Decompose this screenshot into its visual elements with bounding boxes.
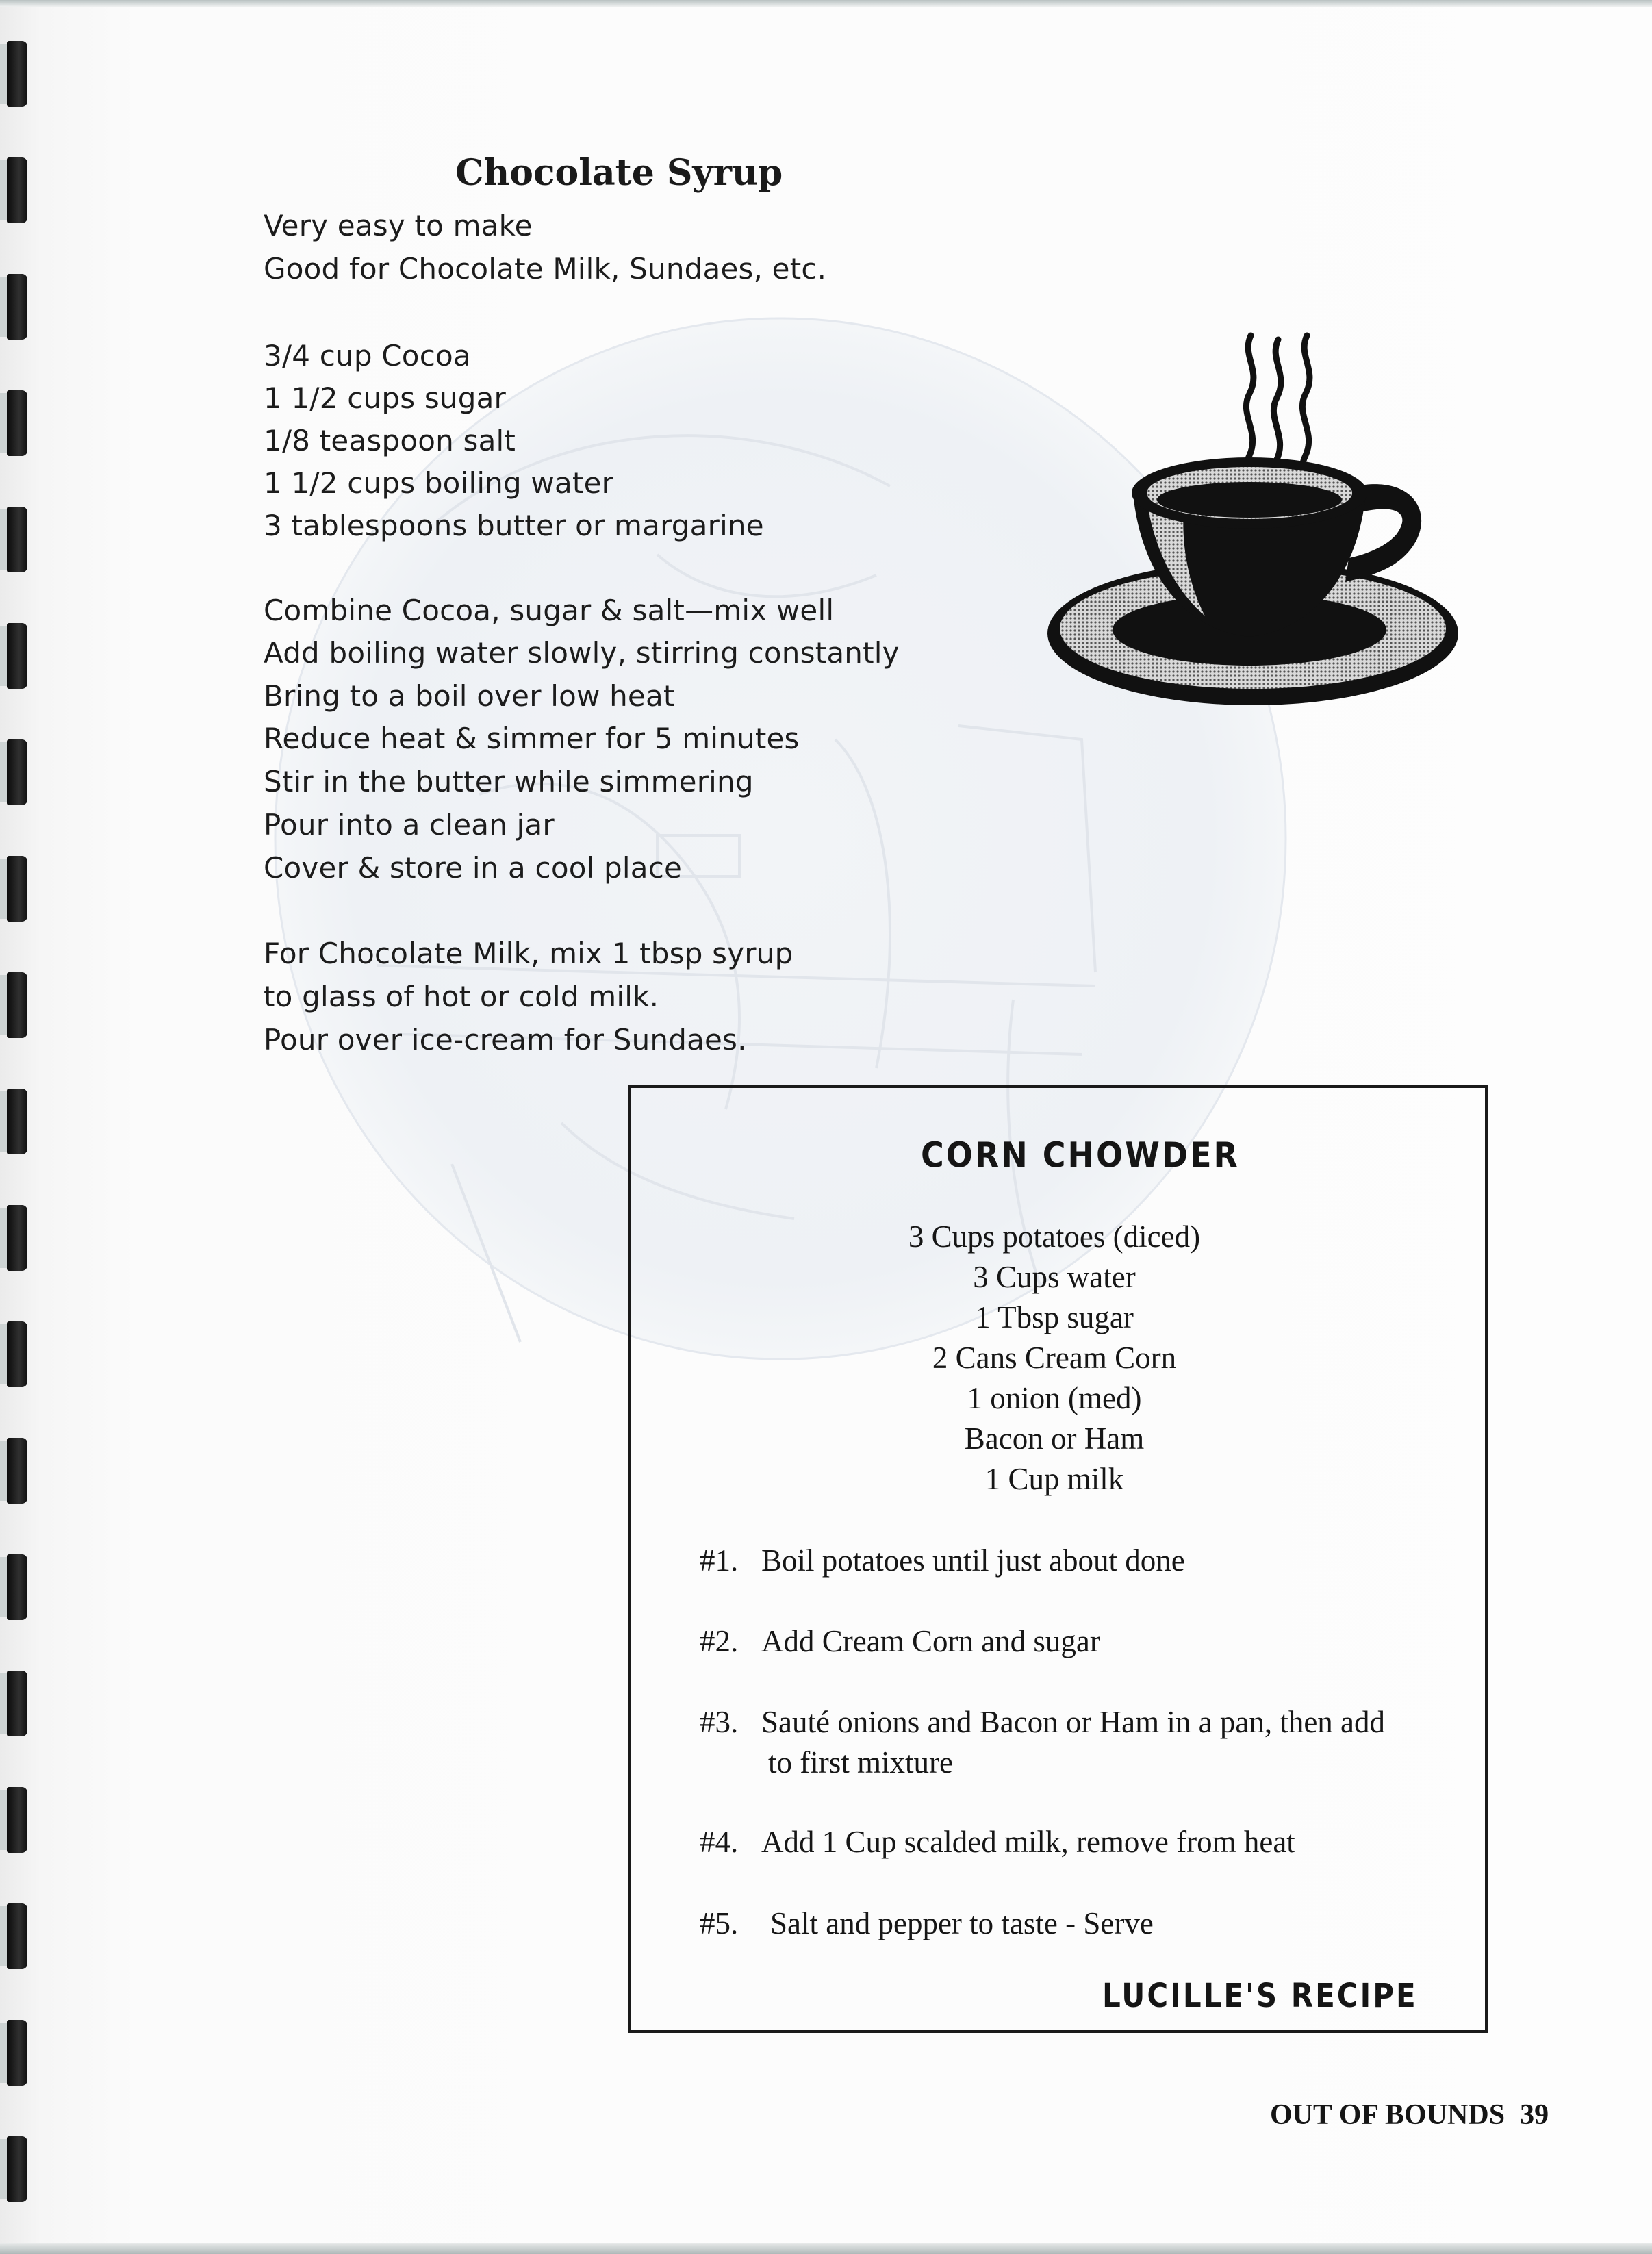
binding-ring [0,856,30,922]
binding-ring [0,2020,30,2086]
step-text: to first mixture [768,1745,953,1780]
page-footer [1270,2099,1549,2131]
recipe-title-corn-chowder: CORN CHOWDER [921,1135,1240,1176]
serving-line: For Chocolate Milk, mix 1 tbsp syrup [264,937,793,970]
binding-ring [0,623,30,689]
page-number: 39 [1520,2099,1549,2131]
binding-ring [0,1205,30,1271]
instruction-line: Add boiling water slowly, stirring constantly [264,636,900,670]
step-number: #3. [700,1705,739,1739]
step-text: Sauté onions and Bacon or Ham in a pan, then add [761,1705,1386,1739]
ingredient-line: 3/4 cup Cocoa [264,339,471,372]
recipe-title-chocolate-syrup: Chocolate Syrup [455,152,783,194]
binding-ring [0,274,30,340]
binding-ring [0,390,30,456]
instruction-line: Bring to a boil over low heat [264,679,675,713]
binding-ring [0,41,30,107]
ingredient-line: 1 1/2 cups sugar [264,381,506,415]
chowder-ingredient: Bacon or Ham [964,1421,1145,1456]
chowder-ingredient: 2 Cans Cream Corn [932,1341,1177,1375]
chowder-ingredient: 3 Cups potatoes (diced) [908,1219,1201,1254]
binding-ring [0,507,30,572]
chowder-ingredient: 3 Cups water [973,1260,1136,1294]
binding-ring [0,1321,30,1387]
binding-ring [0,1903,30,1969]
recipe-intro-line: Very easy to make [264,209,533,242]
step-text: Add 1 Cup scalded milk, remove from heat [761,1825,1295,1859]
serving-line: to glass of hot or cold milk. [264,980,659,1013]
coffee-cup-icon [1044,329,1462,712]
step-text: Boil potatoes until just about done [761,1543,1185,1578]
binding-ring [0,1787,30,1853]
instruction-line: Reduce heat & simmer for 5 minutes [264,722,800,755]
chowder-ingredient: 1 Tbsp sugar [975,1300,1134,1334]
page-bottom-edge [0,2243,1652,2254]
binding-ring [0,1089,30,1154]
chowder-ingredient: 1 onion (med) [967,1381,1142,1415]
binding-ring [0,972,30,1038]
recipe-credit: LUCILLE'S RECIPE [1102,1976,1418,2015]
binding-ring [0,157,30,223]
instruction-line: Combine Cocoa, sugar & salt—mix well [264,594,835,627]
instruction-line: Pour into a clean jar [264,808,555,841]
serving-line: Pour over ice-cream for Sundaes. [264,1023,747,1056]
ingredient-line: 1/8 teaspoon salt [264,424,516,457]
step-number: #2. [700,1624,739,1658]
step-text: Salt and pepper to taste - Serve [770,1906,1154,1940]
instruction-line: Stir in the butter while simmering [264,765,754,798]
chowder-ingredient: 1 Cup milk [984,1462,1124,1496]
binding-ring [0,2136,30,2202]
step-number: #1. [700,1543,739,1578]
binding-ring [0,1438,30,1504]
binding-ring [0,1554,30,1620]
recipe-intro-line: Good for Chocolate Milk, Sundaes, etc. [264,252,827,286]
ingredient-line: 1 1/2 cups boiling water [264,466,614,500]
book-title: OUT OF BOUNDS [1270,2099,1505,2131]
page-top-edge [0,0,1652,7]
spiral-binding [0,0,41,2254]
step-number: #4. [700,1825,739,1859]
ingredient-line: 3 tablespoons butter or margarine [264,509,764,542]
step-number: #5. [700,1906,739,1940]
instruction-line: Cover & store in a cool place [264,851,683,885]
binding-ring [0,739,30,805]
binding-ring [0,1671,30,1736]
step-text: Add Cream Corn and sugar [761,1624,1100,1658]
